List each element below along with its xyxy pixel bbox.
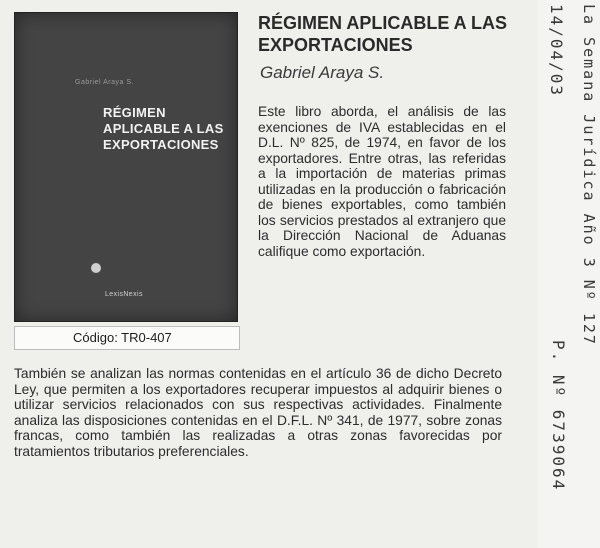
book-cover-image: [14, 12, 238, 322]
handwritten-page-number: P. Nº 6739064: [549, 340, 568, 492]
handwritten-source: La Semana Jurídica Año 3 Nº 127: [580, 4, 598, 346]
cover-publisher: LexisNexis: [105, 291, 143, 298]
book-author: Gabriel Araya S.: [260, 63, 385, 82]
book-code-box: [14, 326, 240, 350]
cover-title: RÉGIMEN APLICABLE A LAS EXPORTACIONES: [103, 105, 224, 152]
cover-author-text: Gabriel Araya S.: [75, 79, 134, 86]
publisher-logo-icon: [91, 263, 101, 273]
book-code: Código: TR0-407: [73, 330, 172, 345]
description-paragraph-2: También se analizan las normas contenidas en el artículo 36 de dicho Decreto Ley, que permiten a los exportadores recuperar impuestos al adquirir bienes o utilizar servicios relacionados con sus respectivas actividades. Finalmente analiza las disposiciones contenidas en el D.F.L. Nº 341, de 1977, sobre zonas francas, como también las realizadas a otras zonas favorecidas por tratamientos tributarios preferenciales.: [14, 366, 502, 459]
book-title: RÉGIMEN APLICABLE A LAS EXPORTACIONES: [258, 13, 508, 55]
handwritten-annotation: [538, 0, 600, 548]
handwritten-date: 14/04/03: [547, 4, 566, 98]
description-paragraph-1: Este libro aborda, el análisis de las exenciones de IVA establecidas en el D.L. Nº 825, de 1974, en favor de los exportadores. Entre otras, las referidas a la importación de materias primas utilizadas en la producción o fabricación de bienes exportables, como también los servicios prestados al extranjero que la Dirección Nacional de Aduanas califique como exportación.: [258, 104, 506, 259]
